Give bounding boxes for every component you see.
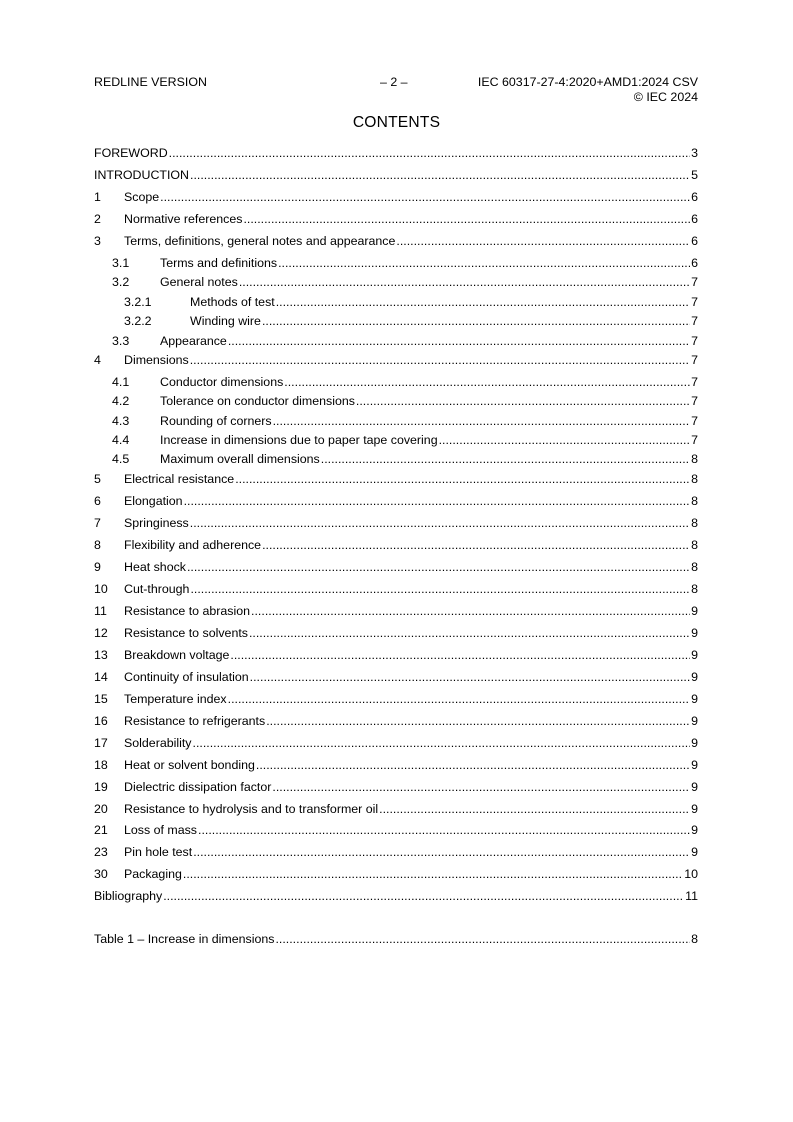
toc-entry-title: General notes xyxy=(160,275,238,289)
toc-entry-page: 7 xyxy=(691,375,698,389)
toc-entry-title: Conductor dimensions xyxy=(160,375,284,389)
toc-entry-title: Heat shock xyxy=(124,560,186,574)
toc-entry-leader xyxy=(184,493,691,509)
toc-entry-number: 9 xyxy=(94,560,101,574)
toc-entry[interactable] xyxy=(94,255,698,271)
toc-entry-title: Tolerance on conductor dimensions xyxy=(160,394,355,408)
toc-entry[interactable] xyxy=(94,581,698,597)
toc-entry-page: 9 xyxy=(691,648,698,662)
toc-entry-number: 19 xyxy=(94,780,108,794)
toc-entry-page: 8 xyxy=(691,472,698,486)
toc-entry-leader xyxy=(273,413,691,429)
toc-entry[interactable] xyxy=(94,167,698,183)
toc-entry-number: 17 xyxy=(94,736,108,750)
toc-entry-title: Maximum overall dimensions xyxy=(160,452,320,466)
toc-entry-page: 7 xyxy=(691,295,698,309)
toc-entry-title: Resistance to abrasion xyxy=(124,604,251,618)
toc-entry-title: Packaging xyxy=(124,867,182,881)
toc-entry[interactable] xyxy=(94,393,698,409)
toc-entry-title: Elongation xyxy=(124,494,183,508)
toc-entry-leader xyxy=(193,735,691,751)
toc-entry[interactable] xyxy=(94,669,698,685)
toc-entry-title: Flexibility and adherence xyxy=(124,538,262,552)
toc-entry-leader xyxy=(190,581,690,597)
toc-entry[interactable] xyxy=(94,713,698,729)
toc-entry[interactable] xyxy=(94,313,698,329)
toc-entry-number: 18 xyxy=(94,758,108,772)
toc-entry-leader xyxy=(169,145,690,161)
toc-entry-page: 8 xyxy=(691,560,698,574)
toc-entry-title: Electrical resistance xyxy=(124,472,235,486)
table-entry-title: Table 1 – Increase in dimensions xyxy=(94,932,275,946)
toc-entry-page: 3 xyxy=(691,146,698,160)
toc-entry[interactable] xyxy=(94,757,698,773)
toc-entry[interactable] xyxy=(94,274,698,290)
toc-entry-number: 14 xyxy=(94,670,108,684)
toc-entry-leader xyxy=(190,515,690,531)
toc-entry-page: 6 xyxy=(691,234,698,248)
toc-entry-leader xyxy=(235,471,690,487)
toc-entry-page: 9 xyxy=(691,736,698,750)
toc-entry[interactable] xyxy=(94,691,698,707)
toc-entry-page: 9 xyxy=(691,758,698,772)
toc-entry-title: Terms and definitions xyxy=(160,256,278,270)
toc-entry-leader xyxy=(183,866,683,882)
toc-entry-leader xyxy=(228,691,690,707)
toc-entry-leader xyxy=(256,757,690,773)
toc-entry-page: 6 xyxy=(691,256,698,270)
toc-entry-page: 9 xyxy=(691,845,698,859)
toc-entry-number: 12 xyxy=(94,626,108,640)
toc-entry[interactable] xyxy=(94,233,698,249)
toc-entry-page: 7 xyxy=(691,433,698,447)
toc-entry-title: Springiness xyxy=(124,516,189,530)
toc-entry-number: 4 xyxy=(94,353,101,367)
toc-entry-leader xyxy=(321,451,690,467)
toc-entry-title: Methods of test xyxy=(190,295,275,309)
toc-entry-title: Rounding of corners xyxy=(160,414,272,428)
toc-entry-title: Temperature index xyxy=(124,692,227,706)
toc-entry-leader xyxy=(276,294,690,310)
toc-entry-number: 6 xyxy=(94,494,101,508)
toc-entry-page: 8 xyxy=(691,452,698,466)
toc-entry-number: 4.5 xyxy=(112,452,130,466)
table-entry[interactable] xyxy=(94,931,698,947)
toc-entry-title: Loss of mass xyxy=(124,823,197,837)
toc-entry[interactable] xyxy=(94,779,698,795)
toc-entry-number: 4.1 xyxy=(112,375,130,389)
toc-entry-page: 7 xyxy=(691,414,698,428)
toc-entry-title: INTRODUCTION xyxy=(94,168,189,182)
toc-entry[interactable] xyxy=(94,451,698,467)
toc-entry-title: Scope xyxy=(124,190,160,204)
toc-entry-leader xyxy=(251,603,690,619)
toc-entry-title: Solderability xyxy=(124,736,192,750)
toc-entry-title: Dielectric dissipation factor xyxy=(124,780,272,794)
toc-entry-number: 3.2.1 xyxy=(124,295,152,309)
toc-entry[interactable] xyxy=(94,294,698,310)
toc-entry[interactable] xyxy=(94,625,698,641)
toc-entry[interactable] xyxy=(94,735,698,751)
toc-entry-number: 3.1 xyxy=(112,256,130,270)
toc-entry-leader xyxy=(278,255,690,271)
toc-entry[interactable] xyxy=(94,866,698,882)
toc-entry-leader xyxy=(230,647,690,663)
toc-entry-page: 9 xyxy=(691,692,698,706)
toc-entry-number: 3.3 xyxy=(112,334,130,348)
page-title: CONTENTS xyxy=(352,114,441,131)
toc-entry-number: 3 xyxy=(94,234,101,248)
toc-entry-leader xyxy=(396,233,690,249)
toc-entry-number: 30 xyxy=(94,867,108,881)
toc-entry-leader xyxy=(266,713,690,729)
toc-entry-number: 8 xyxy=(94,538,101,552)
toc-entry-page: 8 xyxy=(691,582,698,596)
header-standard-id xyxy=(478,75,698,105)
toc-entry-leader xyxy=(190,352,690,368)
toc-entry-page: 9 xyxy=(691,714,698,728)
header-page-number: – 2 – xyxy=(380,75,408,89)
toc-entry[interactable] xyxy=(94,801,698,817)
toc-entry-number: 5 xyxy=(94,472,101,486)
toc-entry-leader xyxy=(439,432,691,448)
toc-entry-page: 9 xyxy=(691,604,698,618)
toc-entry-title: Appearance xyxy=(160,334,227,348)
toc-entry-leader xyxy=(250,669,690,685)
toc-entry-page: 5 xyxy=(691,168,698,182)
toc-entry[interactable] xyxy=(94,211,698,227)
toc-entry-leader xyxy=(163,888,684,904)
toc-entry-leader xyxy=(187,559,690,575)
toc-entry-title: FOREWORD xyxy=(94,146,168,160)
toc-entry-title: Normative references xyxy=(124,212,243,226)
toc-entry-title: Resistance to hydrolysis and to transformer oil xyxy=(124,802,379,816)
toc-entry-title: Pin hole test xyxy=(124,845,193,859)
toc-entry-leader xyxy=(284,374,690,390)
toc-entry-number: 13 xyxy=(94,648,108,662)
toc-entry-number: 23 xyxy=(94,845,108,859)
toc-entry[interactable] xyxy=(94,413,698,429)
toc-entry-leader xyxy=(198,822,690,838)
toc-entry-number: 1 xyxy=(94,190,101,204)
toc-entry-page: 7 xyxy=(691,394,698,408)
toc-entry[interactable] xyxy=(94,844,698,860)
toc-entry-number: 4.3 xyxy=(112,414,130,428)
toc-entry-number: 4.2 xyxy=(112,394,130,408)
toc-entry-title: Bibliography xyxy=(94,889,163,903)
toc-entry-page: 8 xyxy=(691,516,698,530)
toc-entry[interactable] xyxy=(94,145,698,161)
toc-entry[interactable] xyxy=(94,888,698,904)
header-standard-number: IEC 60317-27-4:2020+AMD1:2024 CSV xyxy=(477,75,698,89)
toc-entry-page: 8 xyxy=(691,494,698,508)
toc-entry-leader xyxy=(243,211,690,227)
toc-entry-number: 10 xyxy=(94,582,108,596)
toc-entry-title: Dimensions xyxy=(124,353,189,367)
toc-entry-page: 9 xyxy=(691,823,698,837)
toc-entry-number: 2 xyxy=(94,212,101,226)
toc-entry-page: 7 xyxy=(691,275,698,289)
toc-entry[interactable] xyxy=(94,189,698,205)
toc-entry-leader xyxy=(262,313,690,329)
toc-entry-page: 9 xyxy=(691,802,698,816)
toc-entry-title: Increase in dimensions due to paper tape covering xyxy=(160,433,438,447)
toc-entry[interactable] xyxy=(94,333,698,349)
toc-entry-title: Continuity of insulation xyxy=(124,670,249,684)
toc-entry-number: 7 xyxy=(94,516,101,530)
toc-entry[interactable] xyxy=(94,559,698,575)
toc-entry-leader xyxy=(190,167,690,183)
header-version-label: REDLINE VERSION xyxy=(94,75,207,89)
toc-entry-leader xyxy=(379,801,690,817)
toc-entry-title: Breakdown voltage xyxy=(124,648,230,662)
toc-entry-leader xyxy=(160,189,690,205)
toc-entry[interactable] xyxy=(94,515,698,531)
toc-entry[interactable] xyxy=(94,537,698,553)
toc-entry-title: Heat or solvent bonding xyxy=(124,758,255,772)
toc-entry-leader xyxy=(239,274,690,290)
toc-entry[interactable] xyxy=(94,647,698,663)
toc-entry-page: 9 xyxy=(691,626,698,640)
toc-entry-page: 11 xyxy=(685,889,698,903)
toc-entry[interactable] xyxy=(94,432,698,448)
toc-entry[interactable] xyxy=(94,471,698,487)
table-entry-page: 8 xyxy=(691,932,698,946)
toc-entry[interactable] xyxy=(94,352,698,368)
toc-entry-number: 21 xyxy=(94,823,108,837)
toc-entry-number: 3.2.2 xyxy=(124,314,152,328)
toc-entry-page: 6 xyxy=(691,212,698,226)
toc-entry-leader xyxy=(193,844,690,860)
toc-entry-leader xyxy=(262,537,690,553)
toc-entry-leader xyxy=(228,333,690,349)
toc-entry-page: 9 xyxy=(691,780,698,794)
toc-entry-title: Resistance to refrigerants xyxy=(124,714,266,728)
toc-entry-page: 9 xyxy=(691,670,698,684)
toc-entry-page: 7 xyxy=(691,334,698,348)
toc-entry-title: Resistance to solvents xyxy=(124,626,248,640)
header-copyright: © IEC 2024 xyxy=(633,90,698,104)
toc-entry-title: Winding wire xyxy=(190,314,261,328)
toc-entry-leader xyxy=(356,393,690,409)
toc-entry-number: 3.2 xyxy=(112,275,130,289)
toc-entry[interactable] xyxy=(94,374,698,390)
toc-entry-page: 8 xyxy=(691,538,698,552)
toc-entry-number: 4.4 xyxy=(112,433,130,447)
toc-entry-page: 10 xyxy=(684,867,698,881)
page-header xyxy=(94,75,698,107)
toc-entry-number: 11 xyxy=(94,604,107,618)
toc-entry-number: 20 xyxy=(94,802,108,816)
toc-entry[interactable] xyxy=(94,822,698,838)
toc-entry-page: 6 xyxy=(691,190,698,204)
toc-entry[interactable] xyxy=(94,603,698,619)
toc-entry-page: 7 xyxy=(691,353,698,367)
toc-entry-number: 15 xyxy=(94,692,108,706)
toc-entry[interactable] xyxy=(94,493,698,509)
toc-entry-leader xyxy=(249,625,690,641)
toc-entry-leader xyxy=(272,779,690,795)
table-entry-leader xyxy=(275,931,690,947)
toc-entry-page: 7 xyxy=(691,314,698,328)
toc-entry-title: Cut-through xyxy=(124,582,190,596)
toc-entry-title: Terms, definitions, general notes and appearance xyxy=(124,234,396,248)
toc-entry-number: 16 xyxy=(94,714,108,728)
